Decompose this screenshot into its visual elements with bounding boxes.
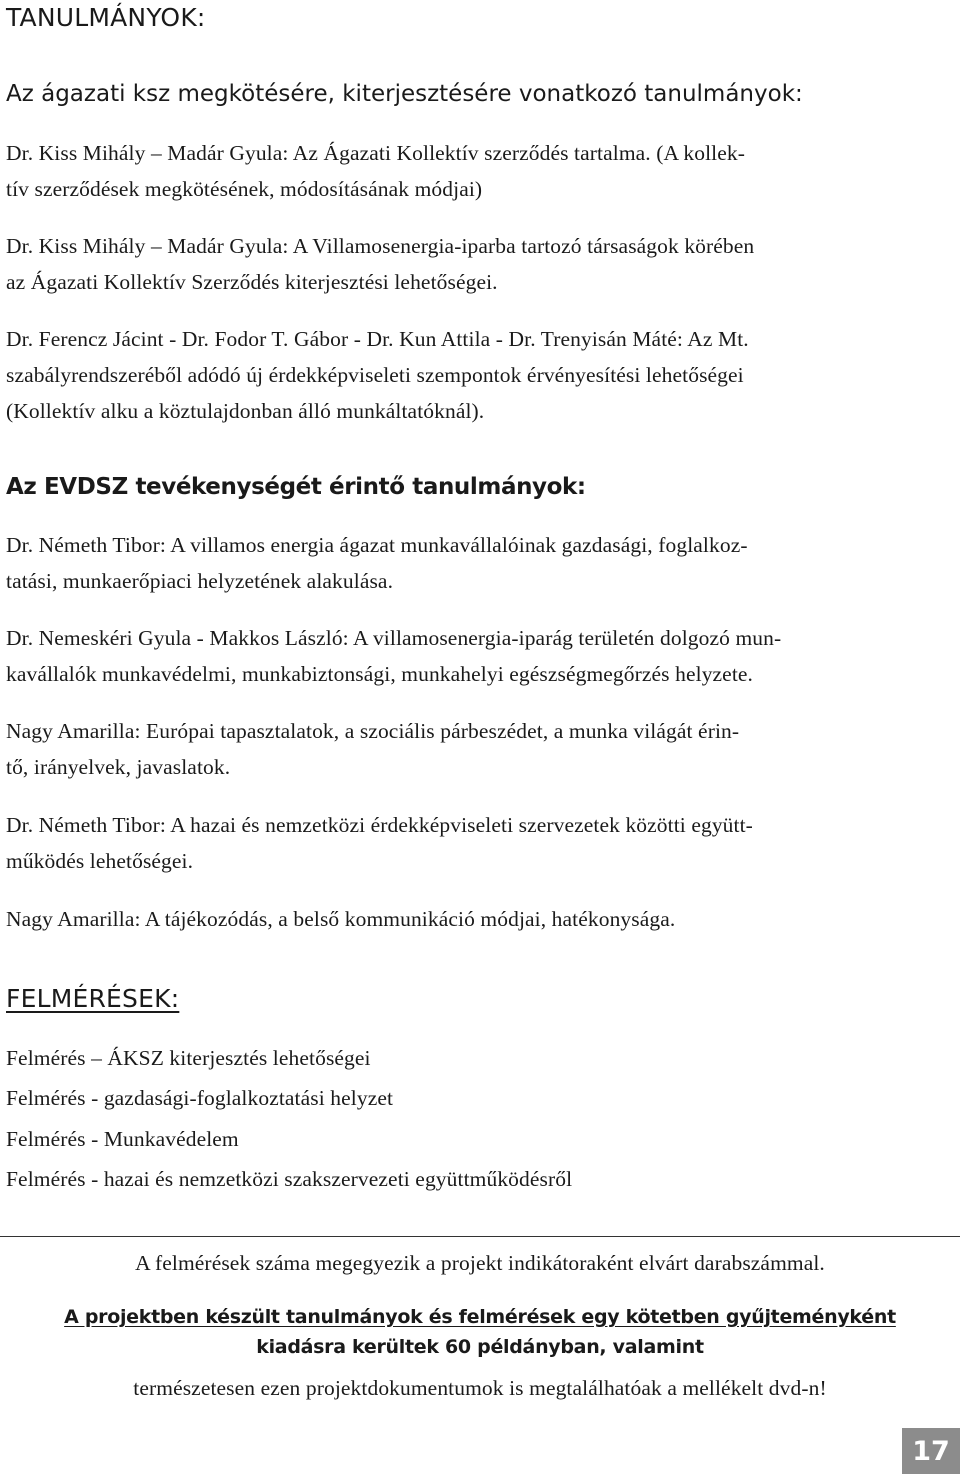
evdsz-studies-heading: Az EVDSZ tevékenységét érintő tanulmányok: [6,474,586,500]
study-line: Nagy Amarilla: A tájékozódás, a belső kommunikáció módjai, hatékonysága. [6,907,676,931]
publication-note-line2: kiadásra kerültek 60 példányban, valamint [256,1336,704,1358]
study-line: Dr. Ferencz Jácint - Dr. Fodor T. Gábor - Dr. Kun Attila - Dr. Trenyisán Máté: Az Mt. [6,327,749,351]
surveys-heading: FELMÉRÉSEK: [6,984,180,1013]
study-line: Dr. Nemeskéri Gyula - Makkos László: A villamosenergia-iparág területén dolgozó mun- [6,626,782,650]
study-line: Dr. Németh Tibor: A villamos energia ágazat munkavállalóinak gazdasági, foglalkoz- [6,533,748,557]
study-line: (Kollektív alku a köztulajdonban álló munkáltatóknál). [6,399,485,423]
survey-item: Felmérés - hazai és nemzetközi szakszervezeti együttműködésről [6,1167,573,1191]
section-divider [0,1236,960,1237]
study-entry [6,143,954,215]
study-line: tív szerződések megkötésének, módosításának módjai) [6,177,483,201]
study-line: szabályrendszeréből adódó új érdekképviseleti szempontok érvényesítési lehetőségei [6,363,744,387]
study-line: kavállalók munkavédelmi, munkabiztonsági, munkahelyi egészségmegőrzés helyzete. [6,662,754,686]
study-entry [6,628,954,700]
study-line: tatási, munkaerőpiaci helyzetének alakulása. [6,569,394,593]
dvd-note: természetesen ezen projektdokumentumok is megtalálhatóak a mellékelt dvd-n! [133,1376,827,1400]
survey-count-note: A felmérések száma megegyezik a projekt indikátoraként elvárt darabszámmal. [135,1251,825,1275]
study-entry [6,329,954,437]
page-number: 17 [902,1428,960,1474]
study-entry [6,909,954,945]
survey-item: Felmérés - Munkavédelem [6,1127,239,1151]
survey-item: Felmérés – ÁKSZ kiterjesztés lehetőségei [6,1046,371,1070]
study-entry [6,236,954,308]
study-entry [6,535,954,607]
study-line: tő, irányelvek, javaslatok. [6,755,231,779]
study-line: működés lehetőségei. [6,849,194,873]
survey-item: Felmérés - gazdasági-foglalkoztatási helyzet [6,1086,394,1110]
study-line: Dr. Kiss Mihály – Madár Gyula: Az Ágazati Kollektív szerződés tartalma. (A kollek- [6,141,746,165]
study-entry [6,815,954,887]
study-line: Dr. Németh Tibor: A hazai és nemzetközi érdekképviseleti szervezetek közötti együtt- [6,813,753,837]
publication-note-line1: A projektben készült tanulmányok és felmérések egy kötetben gyűjteményként [64,1306,896,1328]
study-entry [6,721,954,793]
studies-heading: TANULMÁNYOK: [6,3,206,32]
study-line: az Ágazati Kollektív Szerződés kiterjesztési lehetőségei. [6,270,498,294]
study-line: Nagy Amarilla: Európai tapasztalatok, a szociális párbeszédet, a munka világát érin- [6,719,740,743]
study-line: Dr. Kiss Mihály – Madár Gyula: A Villamosenergia-iparba tartozó társaságok körében [6,234,755,258]
sector-agreement-studies-heading: Az ágazati ksz megkötésére, kiterjesztésére vonatkozó tanulmányok: [6,81,803,107]
